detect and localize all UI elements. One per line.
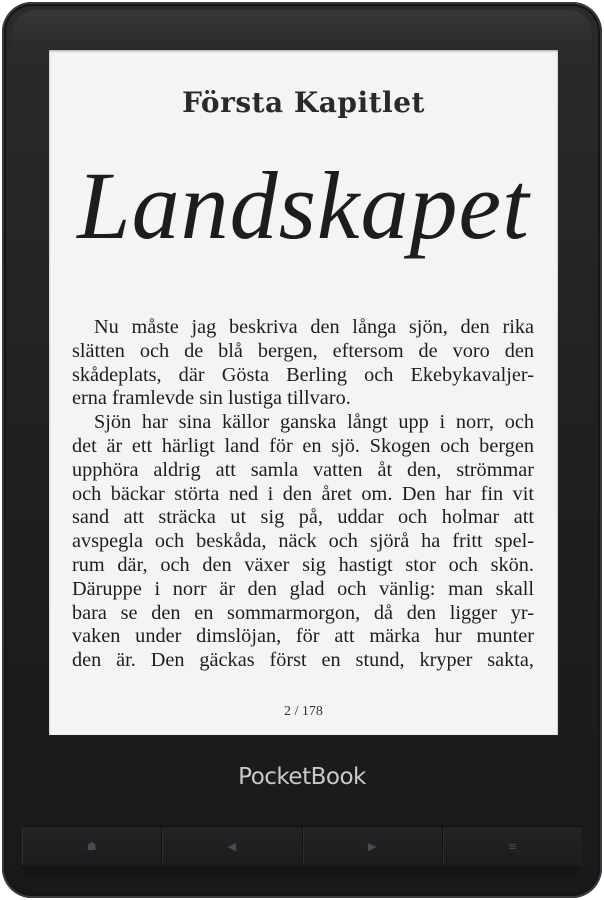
text-line: vaken under dimslöjan, för att märka hur munter [72, 625, 534, 648]
text-line: det är ett härligt land för en sjö. Skogen och bergen [72, 434, 534, 457]
eink-screen[interactable] [49, 50, 558, 735]
chapter-title: Första Kapitlet [182, 86, 425, 119]
arrow-right-icon: ▶ [367, 839, 377, 853]
previous-page-button[interactable] [162, 827, 302, 865]
text-line: rum där, och den växer sig hastigt stor och skön. [72, 553, 534, 576]
arrow-left-icon: ◀ [227, 839, 237, 853]
ereader-device [2, 2, 602, 898]
next-page-button[interactable] [303, 827, 443, 865]
device-bottom-edge [22, 866, 582, 878]
text-line: den är. Den gäckas först en stund, kryper sakta, [72, 649, 534, 672]
chapter-heading: Landskapet [77, 152, 530, 259]
text-line: erna framlevde sin lustiga tillvaro. [72, 387, 351, 410]
text-line: Däruppe i norr är den glad och vänlig: man skall [72, 577, 534, 600]
text-line: upphöra aldrig att samla vatten åt den, strömmar [72, 458, 534, 481]
brand-logo: PocketBook [238, 764, 366, 790]
text-line: sand att sträcka ut sig på, uddar och holmar att [72, 506, 534, 529]
text-line: Sjön har sina källor ganska långt upp i norr, och [94, 411, 534, 434]
text-line: avspegla och beskåda, näck och sjörå ha fritt spel- [72, 530, 534, 553]
text-line: bara se den en sommarmorgon, då den ligger yr- [72, 601, 534, 624]
menu-button[interactable] [443, 827, 582, 865]
book-text [72, 316, 534, 673]
text-line: skådeplats, där Gösta Berling och Ekebykavaljer- [72, 363, 534, 386]
page-indicator: 2 / 178 [284, 704, 323, 719]
home-icon: ☗ [86, 839, 97, 853]
menu-icon: ≡ [507, 839, 517, 853]
hardware-button-bar [22, 826, 582, 865]
text-line: och bäckar störta ned i den året om. Den har fin vit [72, 482, 534, 505]
bezel-highlight [12, 10, 592, 50]
text-line: Nu måste jag beskriva den långa sjön, den rika [94, 316, 534, 338]
text-line: slätten och de blå bergen, eftersom de voro den [72, 339, 534, 362]
home-button[interactable] [22, 827, 162, 865]
